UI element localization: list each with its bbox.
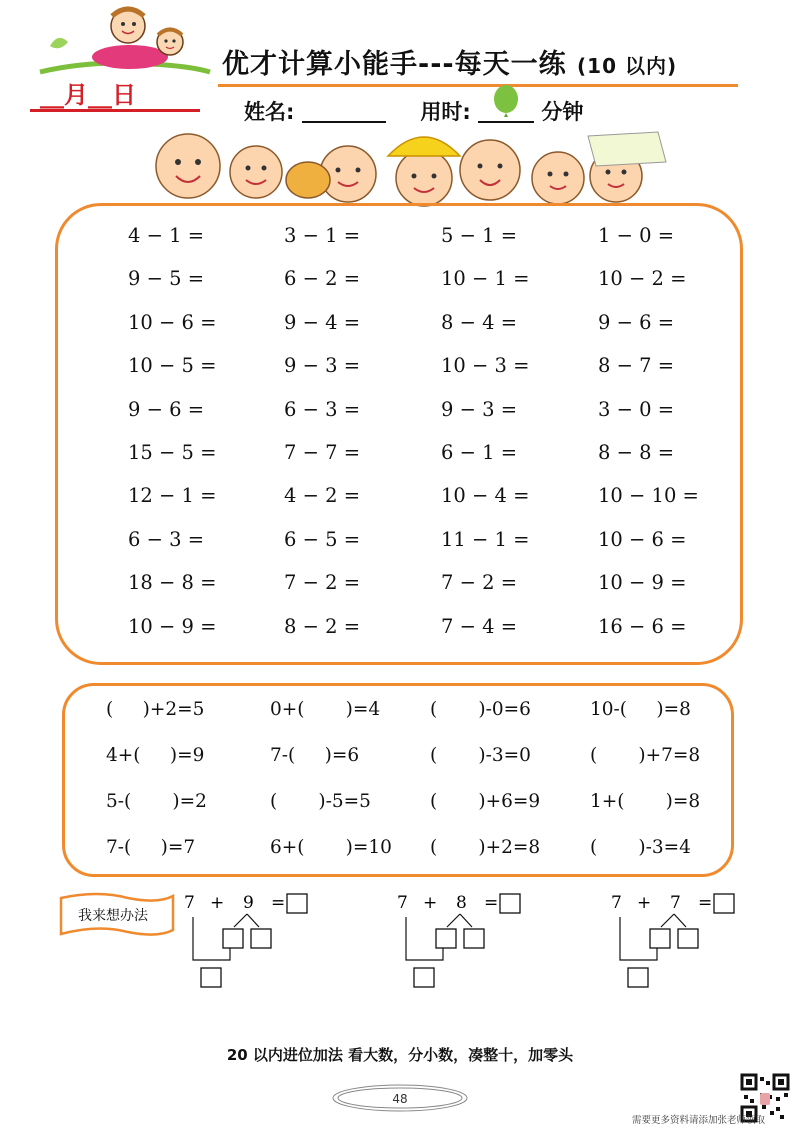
qr-caption: 需要更多资料请添加张老师领取 bbox=[632, 1115, 766, 1126]
subtraction-problem: 10 − 9 = bbox=[128, 614, 217, 638]
subtraction-problem: 7 − 4 = bbox=[441, 614, 518, 638]
fill-blank-problem: 6+( )=10 bbox=[270, 837, 392, 858]
page-title: 优才计算小能手---每天一练 (10 以内) bbox=[222, 49, 678, 80]
subtraction-problem: 10 − 4 = bbox=[441, 484, 530, 508]
title-underline bbox=[218, 84, 738, 87]
subtraction-problem: 4 − 1 = bbox=[128, 224, 205, 247]
subtraction-problem: 18 − 8 = bbox=[128, 571, 217, 595]
bond-op: + bbox=[210, 893, 225, 913]
split-box[interactable] bbox=[251, 929, 271, 948]
subtraction-problem: 10 − 5 = bbox=[128, 354, 217, 378]
subtraction-problem: 9 − 6 = bbox=[598, 310, 675, 334]
page-number: 48 bbox=[392, 1092, 408, 1106]
fill-blank-problem: 7-( )=7 bbox=[106, 837, 196, 858]
fill-blank-problem: ( )-3=0 bbox=[430, 745, 531, 766]
bond-a: 7 bbox=[397, 893, 408, 913]
subtraction-problem: 15 − 5 = bbox=[128, 441, 217, 464]
subtraction-problem: 6 − 2 = bbox=[284, 267, 361, 291]
method-label: 我来想办法 bbox=[78, 908, 148, 924]
subtraction-problem: 10 − 2 = bbox=[598, 267, 687, 291]
subtraction-problem: 3 − 0 = bbox=[598, 397, 675, 421]
children-illustration bbox=[118, 118, 678, 210]
subtraction-problem: 10 − 6 = bbox=[598, 527, 687, 551]
split-box[interactable] bbox=[650, 929, 670, 948]
subtraction-problem: 7 − 7 = bbox=[284, 441, 361, 464]
subtraction-problem: 8 − 4 = bbox=[441, 310, 518, 334]
name-label: 姓名: bbox=[244, 100, 295, 124]
subtraction-problem: 8 − 2 = bbox=[284, 614, 361, 638]
fill-blank-problem: 7-( )=6 bbox=[270, 745, 360, 766]
title-suffix: (10 以内) bbox=[577, 54, 678, 78]
fill-blank-problem: ( )+2=8 bbox=[430, 837, 541, 858]
date-day: 日 bbox=[112, 81, 136, 109]
bond-b: 9 bbox=[243, 893, 254, 913]
fill-blank-problem: 5-( )=2 bbox=[106, 791, 207, 812]
subtraction-problem: 10 − 10 = bbox=[598, 484, 699, 508]
subtraction-problem: 5 − 1 = bbox=[441, 224, 518, 247]
split-box[interactable] bbox=[464, 929, 484, 948]
time-label: 用时: bbox=[420, 100, 471, 124]
answer-box[interactable] bbox=[714, 894, 734, 913]
girls-illustration bbox=[30, 2, 220, 82]
subtraction-problem: 3 − 1 = bbox=[284, 224, 361, 247]
subtraction-problem: 6 − 3 = bbox=[128, 527, 205, 551]
bond-a: 7 bbox=[184, 893, 195, 913]
subtraction-problem: 9 − 5 = bbox=[128, 267, 205, 291]
minutes-label: 分钟 bbox=[541, 100, 584, 124]
date-line: __月__日 bbox=[40, 81, 136, 109]
subtraction-problem: 6 − 3 = bbox=[284, 397, 361, 421]
subtraction-problem: 10 − 9 = bbox=[598, 571, 687, 595]
subtraction-problem: 10 − 3 = bbox=[441, 354, 530, 378]
subtraction-problem: 9 − 4 = bbox=[284, 310, 361, 334]
bond-op: + bbox=[637, 893, 652, 913]
subtraction-problem: 6 − 5 = bbox=[284, 527, 361, 551]
result-box[interactable] bbox=[628, 968, 648, 987]
subtraction-problem: 9 − 3 = bbox=[284, 354, 361, 378]
split-box[interactable] bbox=[436, 929, 456, 948]
balloon-icon bbox=[491, 85, 521, 121]
subtraction-problem: 8 − 8 = bbox=[598, 441, 675, 464]
fill-blank-problem: ( )+2=5 bbox=[106, 699, 205, 720]
split-box[interactable] bbox=[223, 929, 243, 948]
bond-eq: = bbox=[698, 893, 713, 913]
subtraction-problem: 1 − 0 = bbox=[598, 224, 675, 247]
bond-op: + bbox=[423, 893, 438, 913]
fill-blank-problem: 10-( )=8 bbox=[590, 699, 691, 720]
answer-box[interactable] bbox=[500, 894, 520, 913]
subtraction-problem: 4 − 2 = bbox=[284, 484, 361, 508]
bond-a: 7 bbox=[611, 893, 622, 913]
subtraction-problem: 8 − 7 = bbox=[598, 354, 675, 378]
result-box[interactable] bbox=[414, 968, 434, 987]
subtraction-problem: 7 − 2 = bbox=[284, 571, 361, 595]
fill-blank-problem: 0+( )=4 bbox=[270, 699, 381, 720]
date-month: 月 bbox=[64, 81, 88, 109]
bond-eq: = bbox=[484, 893, 499, 913]
subtraction-problem: 16 − 6 = bbox=[598, 614, 687, 638]
split-lines bbox=[661, 914, 686, 927]
date-underline bbox=[30, 109, 200, 112]
number-bond-diagrams bbox=[180, 885, 760, 995]
subtraction-problem: 11 − 1 = bbox=[441, 527, 530, 551]
subtraction-problem: 9 − 3 = bbox=[441, 397, 518, 421]
fill-blank-problem: ( )+6=9 bbox=[430, 791, 541, 812]
subtraction-problem: 12 − 1 = bbox=[128, 484, 217, 508]
bond-b: 8 bbox=[456, 893, 467, 913]
fill-blank-problem: ( )-5=5 bbox=[270, 791, 371, 812]
fill-blank-problem: ( )+7=8 bbox=[590, 745, 701, 766]
fill-blank-problem: 4+( )=9 bbox=[106, 745, 205, 766]
bond-b: 7 bbox=[670, 893, 681, 913]
answer-box[interactable] bbox=[287, 894, 307, 913]
split-box[interactable] bbox=[678, 929, 698, 948]
subtraction-problem: 10 − 1 = bbox=[441, 267, 530, 291]
subtraction-problem: 6 − 1 = bbox=[441, 441, 518, 464]
split-lines bbox=[234, 914, 259, 927]
method-tip: 20 以内进位加法 看大数，分小数，凑整十，加零头 bbox=[226, 1046, 574, 1064]
subtraction-problem: 9 − 6 = bbox=[128, 397, 205, 421]
subtraction-problem: 7 − 2 = bbox=[441, 571, 518, 595]
split-lines bbox=[447, 914, 472, 927]
result-box[interactable] bbox=[201, 968, 221, 987]
subtraction-problem: 10 − 6 = bbox=[128, 310, 217, 334]
fill-blank-problem: ( )-3=4 bbox=[590, 837, 691, 858]
fill-blank-problem: ( )-0=6 bbox=[430, 699, 531, 720]
fill-blank-problem: 1+( )=8 bbox=[590, 791, 701, 812]
bond-eq: = bbox=[271, 893, 286, 913]
